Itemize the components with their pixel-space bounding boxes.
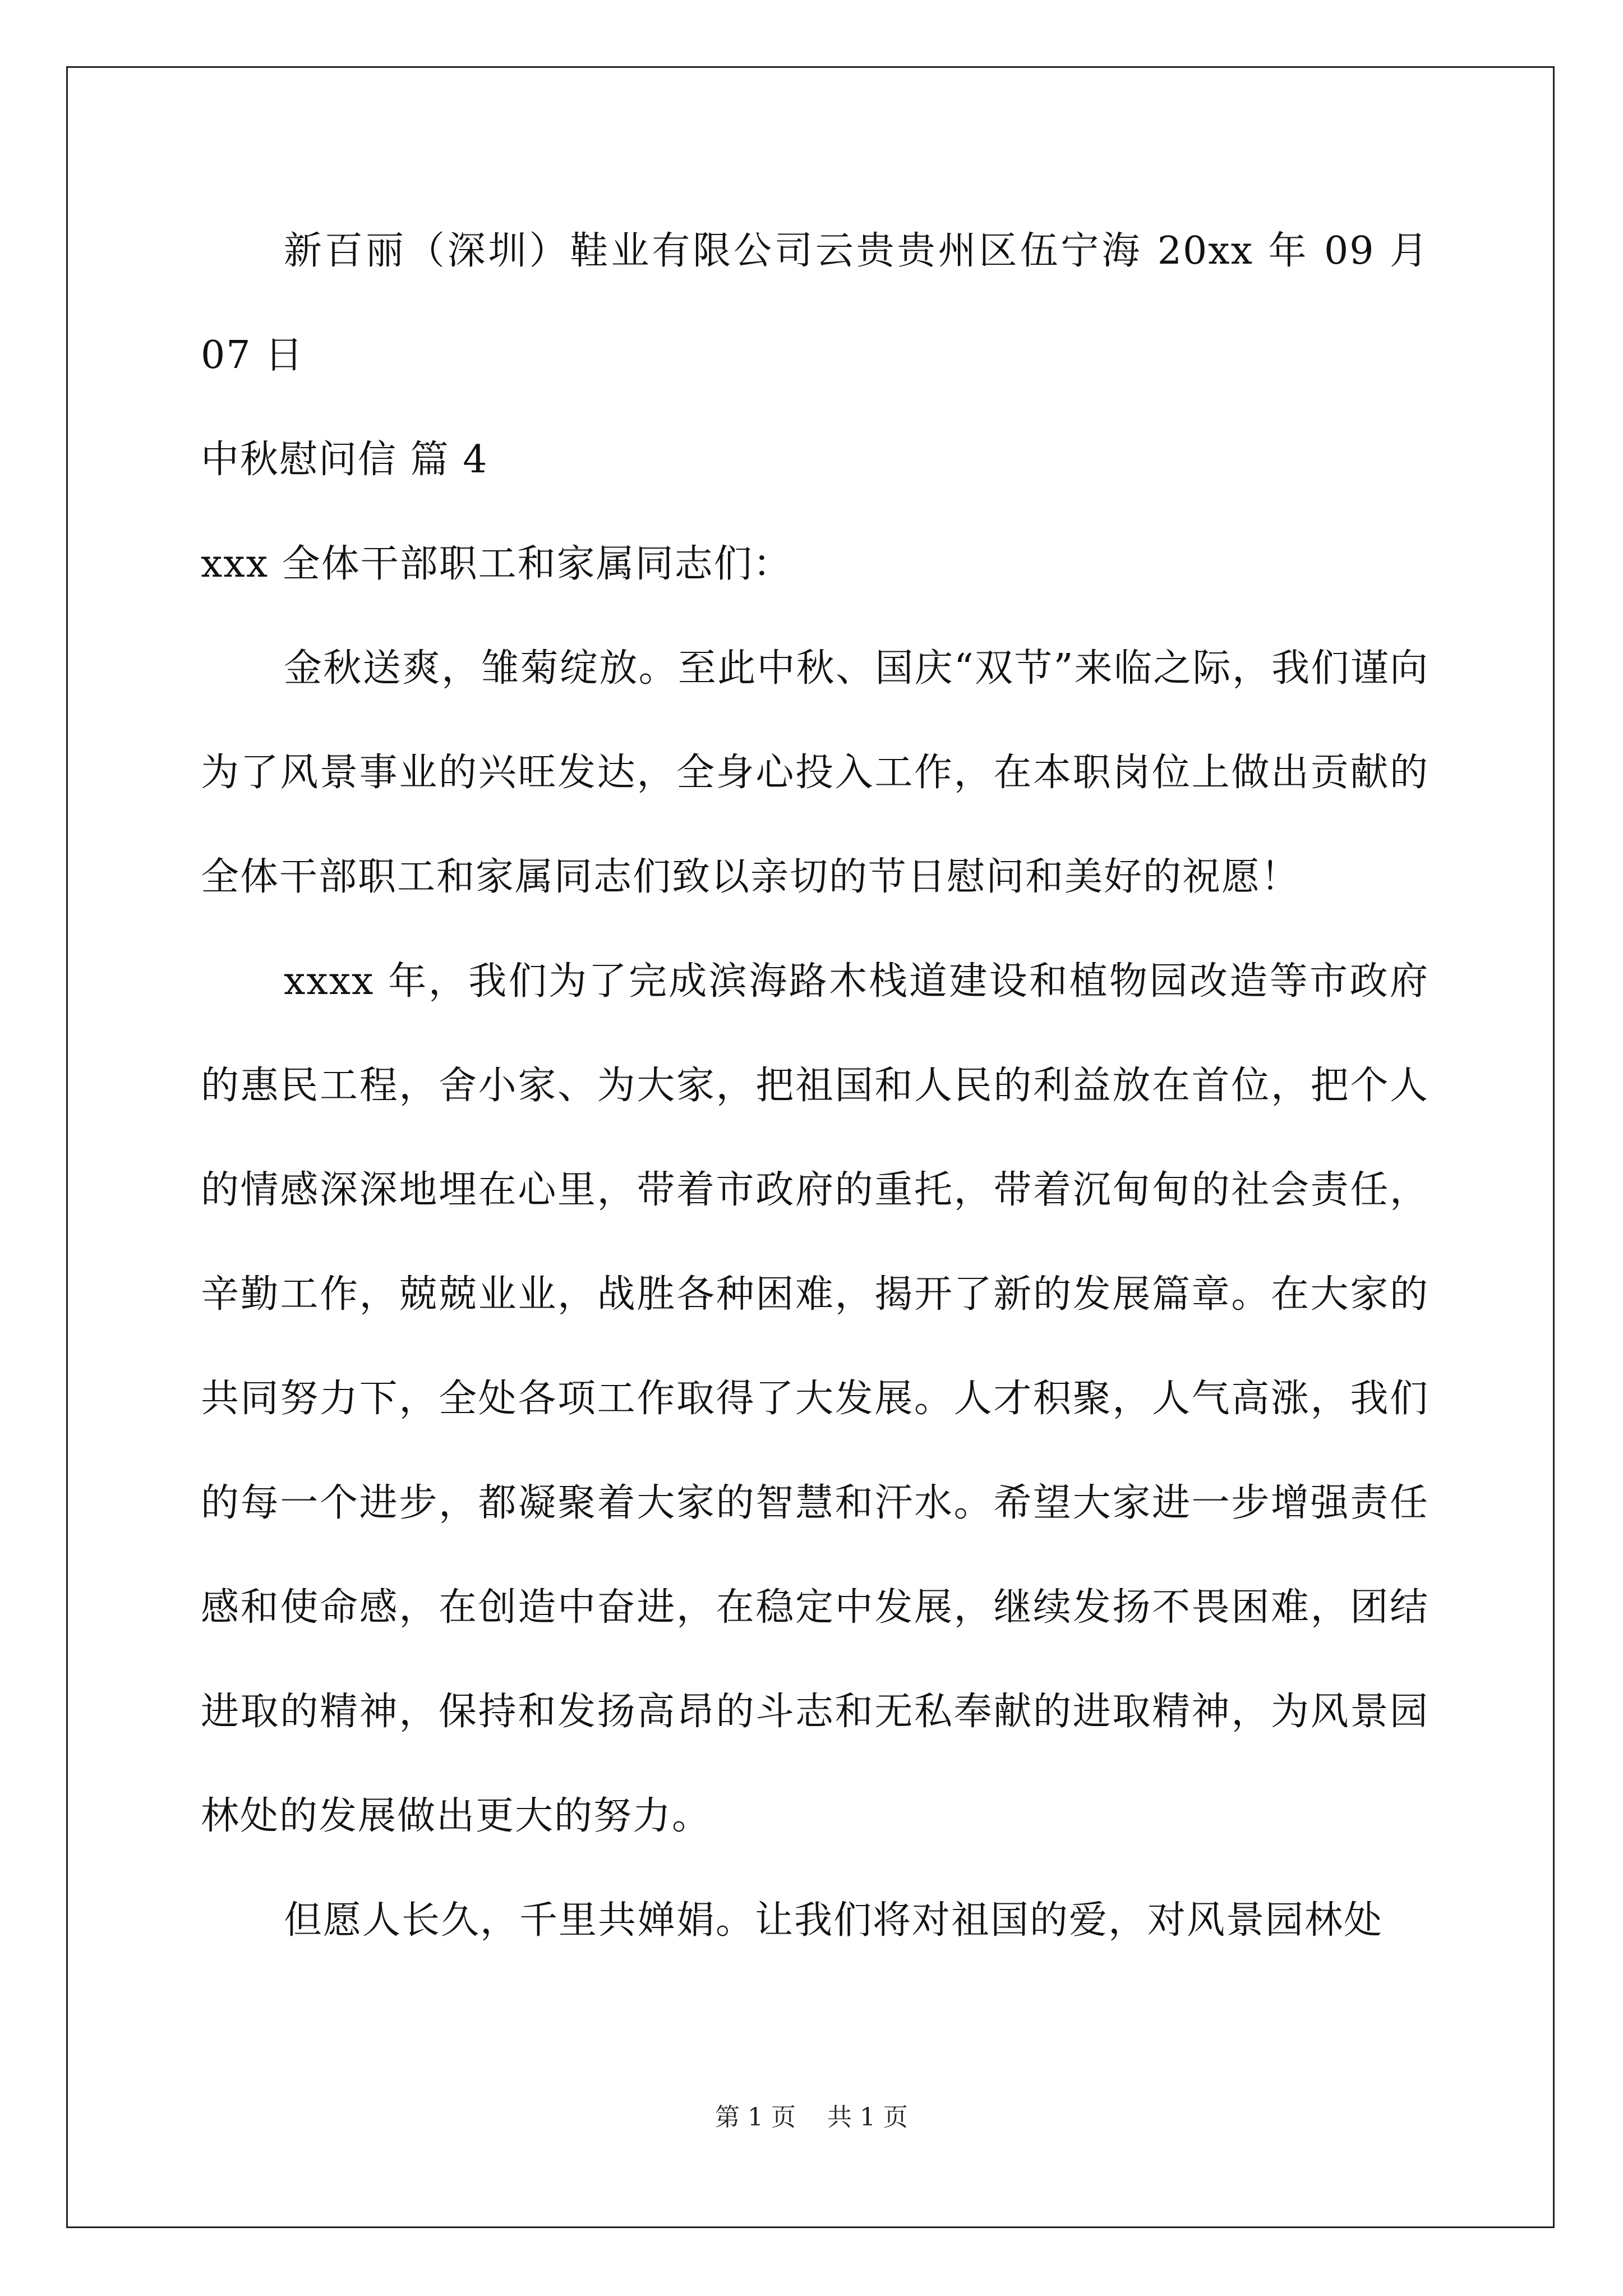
body-paragraph: 但愿人长久，千里共婵娟。让我们将对祖国的爱，对风景园林处 [284, 1898, 1384, 1943]
body-paragraph: 金秋送爽，雏菊绽放。至此中秋、国庆“双节”来临之际，我们谨向为了风景事业的兴旺发达，全身心投入工作，在本职岗位上做出贡献的全体干部职工和家属同志们致以亲切的节日慰问和美好的祝愿！ [201, 646, 1429, 899]
page-number: 第 1 页 [715, 2103, 796, 2132]
salutation: xxx 全体干部职工和家属同志们： [201, 542, 792, 586]
body-paragraph: xxxx 年，我们为了完成滨海路木栈道建设和植物园改造等市政府的惠民工程，舍小家、为大家，把祖国和人民的利益放在首位，把个人的情感深深地埋在心里，带着市政府的重托，带着沉甸甸的社会责任，辛勤工作，兢兢业业，战胜各种困难，揭开了新的发展篇章。在大家的共同努力下，全处各项工作取得了大发展。人才积聚，人气高涨，我们的每一个进步，都凝聚着大家的智慧和汗水。希望大家进一步增强责任感和使命感，在创造中奋进，在稳定中发展，继续发扬不畏困难，团结进取的精神，保持和发扬高昂的斗志和无私奉献的进取精神，为风景园林处的发展做出更大的努力。 [201, 959, 1429, 1838]
section-heading: 中秋慰问信 篇 4 [201, 438, 488, 482]
signature-line: 新百丽（深圳）鞋业有限公司云贵贵州区伍宁海 20xx 年 09 月 07 日 [201, 229, 1429, 378]
page-footer [0, 2101, 1623, 2134]
document-body [201, 199, 1429, 1973]
page-total: 共 1 页 [827, 2103, 908, 2132]
